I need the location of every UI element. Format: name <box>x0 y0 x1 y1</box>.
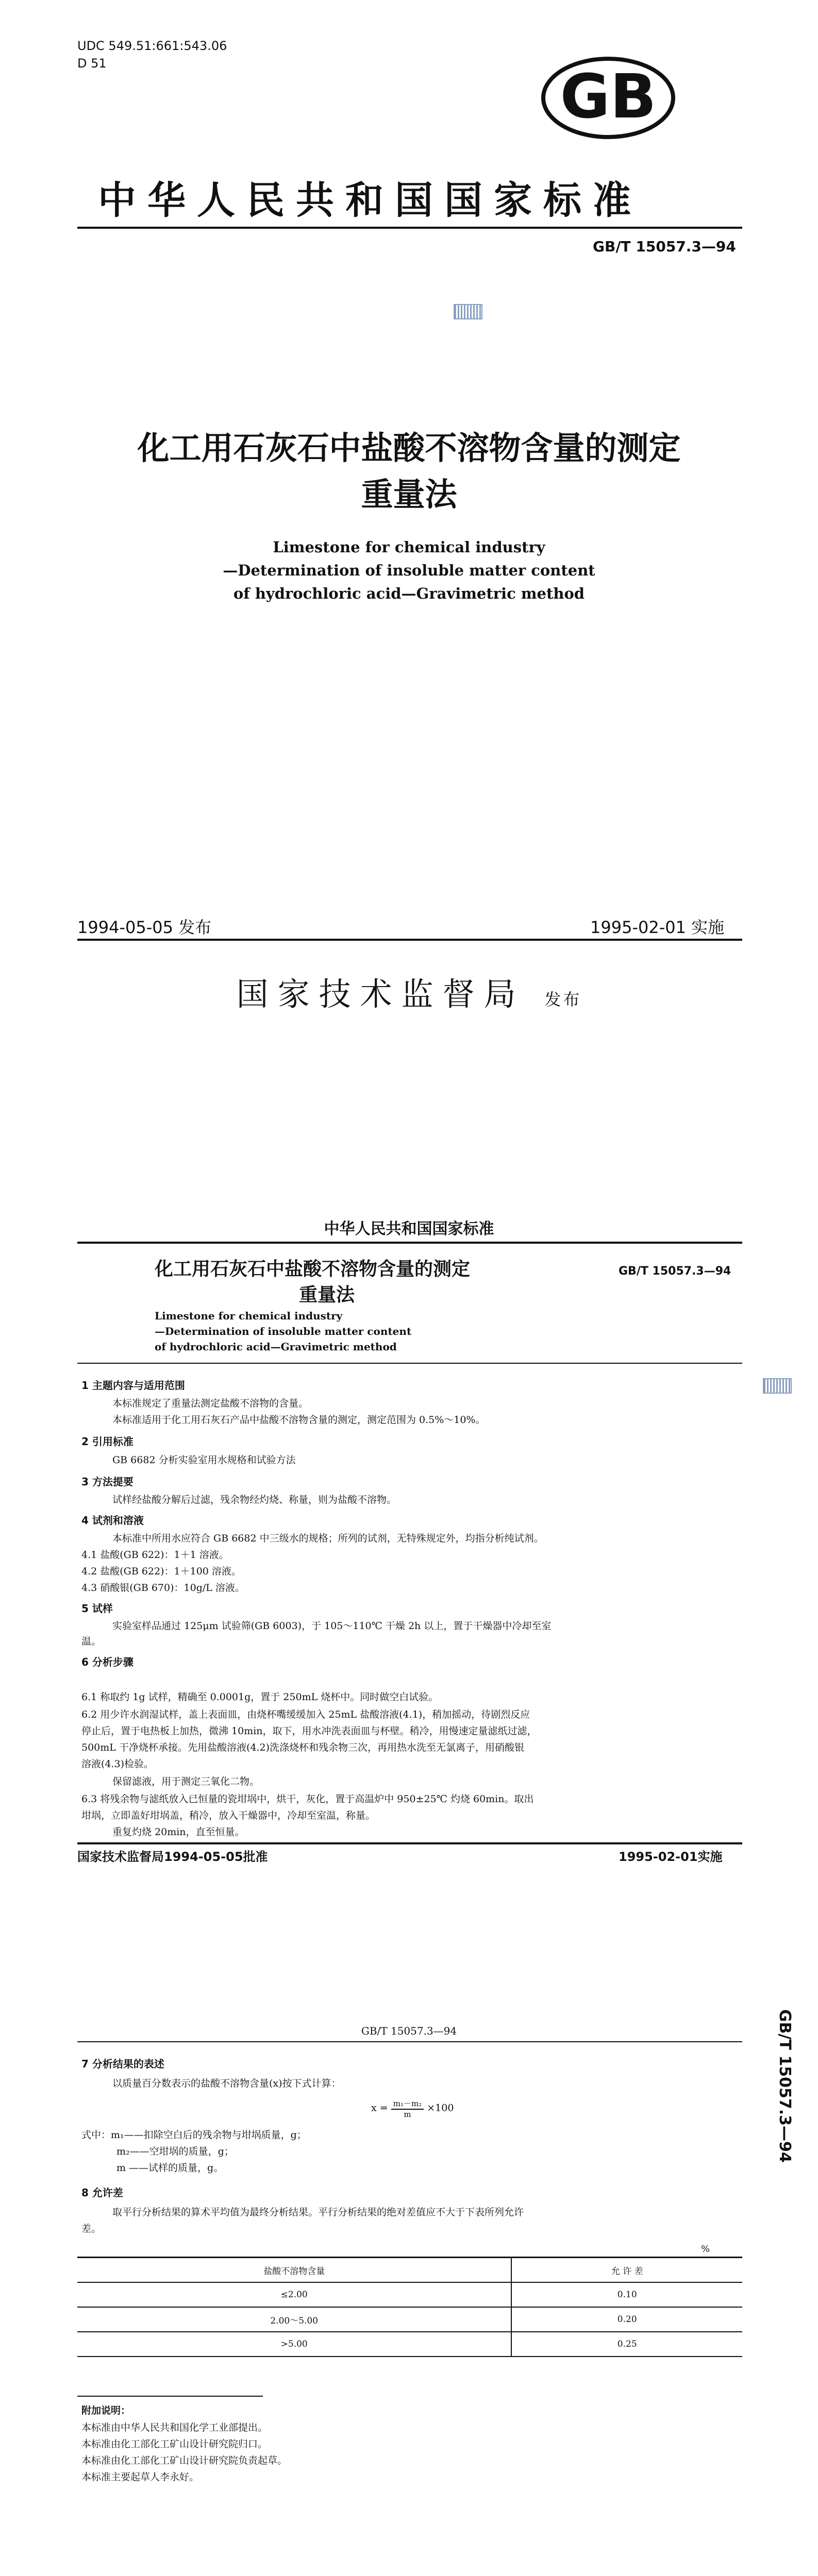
page2-top-rule <box>77 1242 742 1244</box>
formula-fraction <box>391 2098 424 2119</box>
gb-logo <box>541 57 675 139</box>
section-2-para-1: GB 6682 分析实验室用水规格和试验方法 <box>112 1454 296 1466</box>
section-1-para-2: 本标准适用于化工用石灰石产品中盐酸不溶物含量的测定，测定范围为 0.5%～10%。 <box>112 1414 486 1426</box>
clause-6-1: 6.1 称取约 1g 试样，精确至 0.0001g，置于 250mL 烧杯中。同时做空白试验。 <box>81 1691 439 1703</box>
issuer-suffix: 发布 <box>544 990 582 1009</box>
formula-lhs: x = <box>371 2102 391 2114</box>
clause-6-2-line5: 保留滤液，用于测定三氧化二物。 <box>112 1776 260 1787</box>
side-code: GB/T 15057.3—94 <box>776 2009 794 2163</box>
tolerance-table <box>77 2257 742 2357</box>
clause-4-2: 4.2 盐酸(GB 622)：1＋100 溶液。 <box>81 1566 241 1577</box>
running-head: GB/T 15057.3—94 <box>361 2025 457 2037</box>
section-4-para-1: 本标准中所用水应符合 GB 6682 中三级水的规格；所列的试剂，无特殊规定外，均指分析纯试剂。 <box>112 1533 544 1544</box>
barcode-icon <box>763 1378 792 1394</box>
section-3-para-1: 试样经盐酸分解后过滤，残余物经灼烧、称量，则为盐酸不溶物。 <box>112 1494 397 1505</box>
implement-text: 1995-02-01实施 <box>619 1850 723 1864</box>
approval-rule <box>77 1842 742 1844</box>
table-cell: ≤2.00 <box>77 2282 511 2307</box>
section-5-para-1: 实验室样品通过 125μm 试验筛(GB 6003)，于 105～110℃ 干燥 2h 以上，置于干燥器中冷却至室 <box>112 1620 552 1632</box>
table-cell: 0.25 <box>511 2332 742 2357</box>
issue-date: 1994-05-05 发布 <box>77 918 212 937</box>
title-en-line1: Limestone for chemical industry <box>273 538 545 556</box>
title-en-line3: of hydrochloric acid—Gravimetric method <box>233 585 585 602</box>
standard-name: 中华人民共和国国家标准 <box>98 178 642 223</box>
table-header-cell: 允 许 差 <box>511 2258 742 2283</box>
formula-denominator: m <box>404 2110 411 2119</box>
table-header-cell: 盐酸不溶物含量 <box>77 2258 511 2283</box>
clause-6-2-line4: 溶液(4.3)检验。 <box>81 1758 154 1770</box>
clause-6-3-line3: 重复灼烧 20min，直至恒量。 <box>112 1826 245 1838</box>
table-header-row <box>77 2258 742 2283</box>
section-5-title: 5 试样 <box>81 1602 113 1615</box>
clause-4-3: 4.3 硝酸银(GB 670)：10g/L 溶液。 <box>81 1582 245 1594</box>
section-5-para-2: 温。 <box>81 1636 102 1647</box>
section-1-title: 1 主题内容与适用范围 <box>81 1379 185 1392</box>
section-8-para-1: 取平行分析结果的算术平均值为最终分析结果。平行分析结果的绝对差值应不大于下表所列允许 <box>112 2207 524 2218</box>
where-line-1: 式中：m₁——扣除空白后的残余物与坩埚质量，g； <box>81 2129 307 2141</box>
content-page-2 <box>0 1690 818 2576</box>
cover-page <box>0 0 818 1087</box>
section-3-title: 3 方法提要 <box>81 1476 133 1488</box>
page2-title-rule <box>77 1363 742 1364</box>
section-4-title: 4 试剂和溶液 <box>81 1514 144 1527</box>
note-4: 本标准主要起草人李永好。 <box>81 2471 199 2483</box>
where-line-2: m₂——空坩埚的质量，g； <box>116 2146 234 2157</box>
barcode-icon <box>454 304 482 319</box>
table-unit: % <box>701 2244 710 2255</box>
content-page-1-spacer <box>0 1673 818 1690</box>
page2-code: GB/T 15057.3—94 <box>619 1265 731 1278</box>
udc-code: UDC 549.51:661:543.06 <box>77 39 227 53</box>
title-cn-line1: 化工用石灰石中盐酸不溶物含量的测定 <box>137 429 681 467</box>
table-cell: 0.20 <box>511 2307 742 2332</box>
notes-title: 附加说明： <box>81 2405 131 2416</box>
header-rule <box>77 227 742 229</box>
table-row <box>77 2307 742 2332</box>
date-rule <box>77 939 742 941</box>
clause-6-2-line3: 500mL 干净烧杯承接。先用盐酸溶液(4.2)洗涤烧杯和残余物三次，再用热水洗至无氯离子，用硝酸银 <box>81 1742 524 1753</box>
page2-title-line2: 重量法 <box>299 1284 355 1306</box>
table-row <box>77 2332 742 2357</box>
clause-6-2-line1: 6.2 用少许水润湿试样，盖上表面皿，由烧杯嘴缓缓加入 25mL 盐酸溶液(4.1)，稍加摇动，待剧烈反应 <box>81 1709 530 1720</box>
note-1: 本标准由中华人民共和国化学工业部提出。 <box>81 2422 268 2433</box>
issuer <box>0 969 818 1014</box>
table-cell: 0.10 <box>511 2282 742 2307</box>
formula-numerator: m₁－m₂ <box>391 2098 424 2110</box>
page2-en-line2: —Determination of insoluble matter content <box>155 1325 412 1337</box>
section-7-para-1: 以质量百分数表示的盐酸不溶物含量(x)按下式计算： <box>112 2078 341 2089</box>
formula <box>371 2098 454 2119</box>
content-page-1 <box>0 1087 818 1690</box>
issuer-name: 国家技术监督局 <box>236 975 525 1013</box>
table-row <box>77 2282 742 2307</box>
table-cell: >5.00 <box>77 2332 511 2357</box>
note-2: 本标准由化工部化工矿山设计研究院归口。 <box>81 2438 268 2450</box>
notes-rule <box>77 2396 263 2397</box>
clause-4-1: 4.1 盐酸(GB 622)：1＋1 溶液。 <box>81 1549 229 1561</box>
running-head-rule <box>77 2041 742 2042</box>
formula-tail: ×100 <box>427 2102 454 2114</box>
page2-title-line1: 化工用石灰石中盐酸不溶物含量的测定 <box>155 1259 471 1280</box>
clause-6-3-line2: 坩埚，立即盖好坩埚盖，稍冷，放入干燥器中，冷却至室温，称量。 <box>81 1810 376 1821</box>
section-7-title: 7 分析结果的表述 <box>81 2058 164 2070</box>
page2-header: 中华人民共和国国家标准 <box>324 1220 494 1238</box>
section-8-para-2: 差。 <box>81 2223 102 2234</box>
ccs-code: D 51 <box>77 56 107 71</box>
section-2-title: 2 引用标准 <box>81 1435 133 1448</box>
section-1-para-1: 本标准规定了重量法测定盐酸不溶物的含量。 <box>112 1398 309 1409</box>
page2-en-line3: of hydrochloric acid—Gravimetric method <box>155 1341 397 1353</box>
section-6-title: 6 分析步骤 <box>81 1656 133 1668</box>
clause-6-2-line2: 停止后，置于电热板上加热，微沸 10min，取下，用水冲洗表面皿与杯壁。稍冷，用慢速定量滤纸过滤， <box>81 1725 537 1737</box>
title-en-line2: —Determination of insoluble matter content <box>223 562 595 579</box>
clause-6-3-line1: 6.3 将残余物与滤纸放入已恒量的瓷坩埚中，烘干，灰化，置于高温炉中 950±25℃ 灼烧 60min。取出 <box>81 1793 534 1805</box>
title-cn-line2: 重量法 <box>361 476 457 513</box>
approval-text: 国家技术监督局1994-05-05批准 <box>77 1850 268 1864</box>
implement-date: 1995-02-01 实施 <box>590 918 725 937</box>
section-8-title: 8 允许差 <box>81 2187 123 2199</box>
table-cell: 2.00～5.00 <box>77 2307 511 2332</box>
note-3: 本标准由化工部化工矿山设计研究院负责起草。 <box>81 2455 288 2466</box>
where-line-3: m ——试样的质量，g。 <box>116 2162 224 2174</box>
page2-en-line1: Limestone for chemical industry <box>155 1310 343 1322</box>
gb-logo-text: GB <box>560 61 657 132</box>
standard-code: GB/T 15057.3—94 <box>593 238 736 255</box>
